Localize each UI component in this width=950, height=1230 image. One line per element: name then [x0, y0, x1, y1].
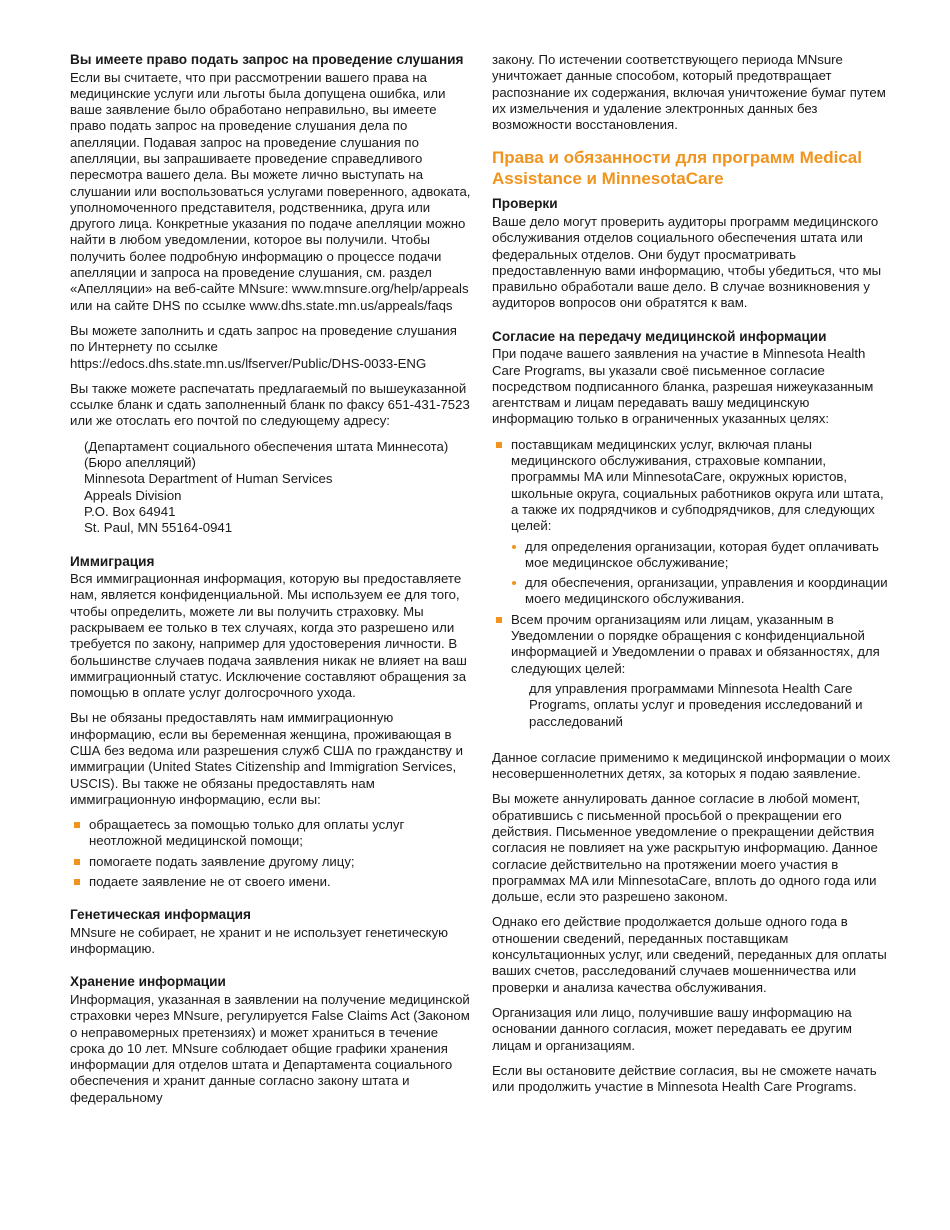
storage-paragraph-continued: закону. По истечении соответствующего периода MNsure уничтожает данные способом, который предотвращает распознание их содержания, включая уничтожение бумаг путем их измельчения и удаление электронных данных без возможности восстановления. [492, 52, 886, 133]
appeal-paragraph-3: Вы также можете распечатать предлагаемый по вышеуказанной ссылке бланк и сдать заполненный бланк по факсу 651-431-7523 или же отослать его почтой по следующему адресу: [70, 380, 470, 429]
list-item: помогаете подать заявление другому лицу; [70, 854, 475, 870]
storage-paragraph: Информация, указанная в заявлении на получение медицинской страховки через MNsure, регулируется False Claims Act (Законом о неправомерных претензиях) и может храниться в течение срока до 10 лет. MNsure соблюдает общие графики хранения информации для отделов штата и Департамента социального обеспечения и хранит данные согласно закону штата и федеральному [70, 991, 470, 1105]
left-column [70, 52, 475, 1115]
consent-bullet-list [492, 437, 892, 730]
immigration-bullet-list [70, 817, 475, 890]
list-item-text: Всем прочим организациям или лицам, указанным в Уведомлении о порядке обращения с конфиденциальной информацией и Уведомлении о правах и обязанностях, для следующих целей: [511, 611, 880, 676]
storage-section [70, 974, 475, 1106]
list-item-subtext: для управления программами Minnesota Health Care Programs, оплаты услуг и проведения исследований и расследований [529, 680, 863, 729]
list-item: обращаетесь за помощью только для оплаты услуг неотложной медицинской помощи; [70, 817, 475, 850]
audits-paragraph: Ваше дело могут проверить аудиторы программ медицинского обслуживания отделов социального обеспечения штата или федеральных отделов. Они будут просматривать предоставленную вами информацию, чтобы убедиться, что мы правильно обработали ваше дело. В случае возникновения у аудиторов вопросов они обратятся к вам. [492, 213, 882, 311]
appeal-section [70, 52, 475, 537]
address-line: Minnesota Department of Human Services [84, 471, 333, 487]
address-line: St. Paul, MN 55164-0941 [84, 520, 233, 536]
consent-paragraph-3: Вы можете аннулировать данное согласие в любой момент, обратившись с письменной просьбой о прекращении его действия. Письменное уведомление о прекращении действия согласия не повлияет на уже раскрытую информацию. Данное согласие действительно на протяжении моего участия в программах MA или MinnesotaCare, вплоть до одного года или дольше, если это разрешено законом. [492, 791, 878, 905]
rights-section-title: Права и обязанности для программ Medical Assistance и MinnesotaCare [492, 148, 862, 189]
consent-paragraph-5: Организация или лицо, получившие вашу информацию на основании данного согласия, может передавать ее другим лицам и организациям. [492, 1004, 853, 1053]
list-item-text: поставщикам медицинских услуг, включая планы медицинского обслуживания, страховые компании, программы MA или MinnesotaCare, окружных юристов, школьные округа, социальных работников округа или штата, а также их подрядчиков и субподрядчиков, для следующих целей: [511, 436, 884, 534]
list-item: для определения организации, которая будет оплачивать мое медицинское обслуживание; [511, 539, 892, 572]
consent-paragraph-6: Если вы остановите действие согласия, вы не сможете начать или продолжить участие в Minnesota Health Care Programs. [492, 1062, 877, 1095]
right-column [492, 52, 892, 1104]
appeal-heading: Вы имеете право подать запрос на проведение слушания [70, 52, 464, 67]
storage-heading: Хранение информации [70, 974, 226, 990]
consent-paragraph-2: Данное согласие применимо к медицинской информации о моих несовершеннолетних детях, за которых я подаю заявление. [492, 749, 891, 782]
list-item: подаете заявление не от своего имени. [70, 874, 475, 890]
list-item [492, 437, 892, 608]
appeal-paragraph-2: Вы можете заполнить и сдать запрос на проведение слушания по Интернету по ссылке https://edocs.dhs.state.mn.us/lfserver/Public/DHS-0033-ENG [70, 322, 457, 371]
genetic-section [70, 907, 475, 957]
audits-section [492, 196, 892, 311]
address-line: (Департамент социального обеспечения штата Миннесота) [84, 438, 449, 454]
audits-heading: Проверки [492, 196, 558, 212]
consent-section [492, 329, 892, 1096]
address-line: (Бюро апелляций) [84, 455, 196, 471]
address-line: Appeals Division [84, 487, 182, 503]
immigration-heading: Иммиграция [70, 553, 155, 569]
consent-paragraph-4: Однако его действие продолжается дольше одного года в отношении сведений, переданных поставщикам консультационных услуг, или сведений, переданных для оплаты ваших счетов, расследований случаев мошенничества или проверки и анализа качества обслуживания. [492, 914, 887, 995]
mailing-address [84, 439, 475, 537]
immigration-paragraph-1: Вся иммиграционная информация, которую вы предоставляете нам, является конфиденциальной. Мы используем ее для того, чтобы определить, можете ли вы получить страховку. Мы раскрываем ее только в тех случаях, когда это разрешено или требуется по закону, например для удостоверения личности. В большинстве случаев подача заявления никак не влияет на ваш иммиграционный статус. Исключение составляют обращения за помощью в оплате услуг долгосрочного ухода. [70, 571, 467, 701]
address-line: P.O. Box 64941 [84, 503, 176, 519]
consent-paragraph-1: При подаче вашего заявления на участие в Minnesota Health Care Programs, вы указали своё письменное согласие посредством подписанного бланка, разрешая нижеуказанным агентствам и лицам передавать вашу медицинскую информацию только в ограниченных указанных целях: [492, 346, 874, 427]
genetic-heading: Генетическая информация [70, 907, 251, 923]
appeal-paragraph-1: Если вы считаете, что при рассмотрении вашего права на медицинские услуги или льготы была допущена ошибка, или ваше заявление было обработано неправильно, вы имеете право подать запрос на проведение слушания дела по апелляции. Подавая запрос на проведение слушания по апелляции, вы запрашиваете проведение справедливого пересмотра вашего дела. Вы можете лично выступать на слушании или воспользоваться услугами поверенного, адвоката, уполномоченного представителя, родственника, друга или другого лица. Конкретные указания по подаче апелляции можно найти в любом уведомлении, которое вы получили. Чтобы получить более подробную информацию о процессе подачи апелляции и запроса на проведение слушания, см. раздел «Апелляции» на веб-сайте MNsure: www.mnsure.org/help/appeals или на сайте DHS по ссылке www.dhs.state.mn.us/appeals/faqs [70, 69, 471, 313]
immigration-section [70, 554, 475, 891]
genetic-paragraph: MNsure не собирает, не хранит и не использует генетическую информацию. [70, 924, 449, 957]
immigration-paragraph-2: Вы не обязаны предоставлять нам иммиграционную информацию, если вы беременная женщина, проживающая в США без ведома или разрешения служб США по гражданству и иммиграции (United States Citizenship and Immigration Services, USCIS). Вы также не обязаны предоставлять нам иммиграционную информацию, если вы: [70, 710, 463, 807]
consent-sub-list [511, 539, 892, 608]
list-item [492, 612, 892, 730]
list-item: для обеспечения, организации, управления и координации моего медицинского обслуживания. [511, 575, 892, 608]
consent-heading: Согласие на передачу медицинской информации [492, 328, 827, 344]
